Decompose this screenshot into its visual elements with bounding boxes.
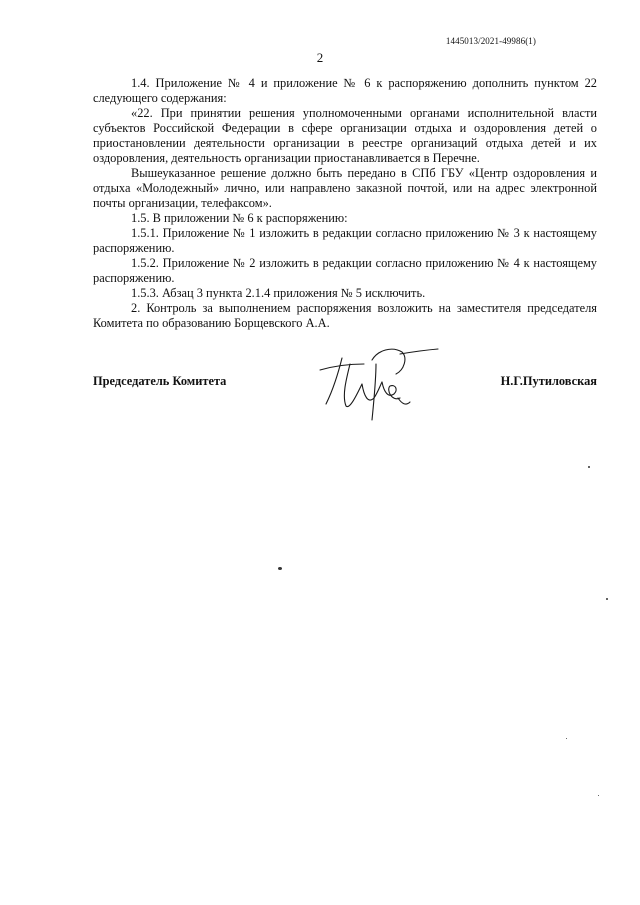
document-body — [93, 76, 597, 331]
document-id: 1445013/2021-49986(1) — [445, 36, 536, 46]
scan-speck — [606, 598, 608, 600]
scan-speck — [566, 738, 567, 739]
paragraph-1-5-1: 1.5.1. Приложение № 1 изложить в редакции согласно приложению № 3 к настоящему распоряжению. — [93, 226, 597, 255]
paragraph-1-5: 1.5. В приложении № 6 к распоряжению: — [131, 211, 348, 225]
scan-speck — [278, 567, 282, 570]
handwritten-signature-icon — [312, 340, 442, 424]
paragraph-1-5-3: 1.5.3. Абзац 3 пункта 2.1.4 приложения № 5 исключить. — [131, 286, 426, 300]
signer-name: Н.Г.Путиловская — [500, 374, 597, 388]
scan-speck — [598, 795, 599, 796]
paragraph-22: «22. При принятии решения уполномоченными органами исполнительной власти субъектов Российской Федерации в сфере организации отдыха и оздоровления детей о приостановлении деятельности организации в реестре организаций отдыха детей и их оздоровления, деятельность организации приостанавливается в Перечне. — [93, 106, 597, 165]
page-number: 2 — [316, 50, 324, 65]
paragraph-1-4: 1.4. Приложение № 4 и приложение № 6 к распоряжению дополнить пунктом 22 следующего содержания: — [93, 76, 597, 105]
scan-speck — [588, 466, 590, 468]
signer-title: Председатель Комитета — [93, 374, 227, 388]
paragraph-decision-transfer: Вышеуказанное решение должно быть передано в СПб ГБУ «Центр оздоровления и отдыха «Молодежный» лично, или направлено заказной почтой, или на адрес электронной почты организации, телефаксом». — [93, 166, 597, 210]
paragraph-1-5-2: 1.5.2. Приложение № 2 изложить в редакции согласно приложению № 4 к настоящему распоряжению. — [93, 256, 597, 285]
paragraph-2: 2. Контроль за выполнением распоряжения возложить на заместителя председателя Комитета по образованию Борщевского А.А. — [93, 301, 597, 330]
